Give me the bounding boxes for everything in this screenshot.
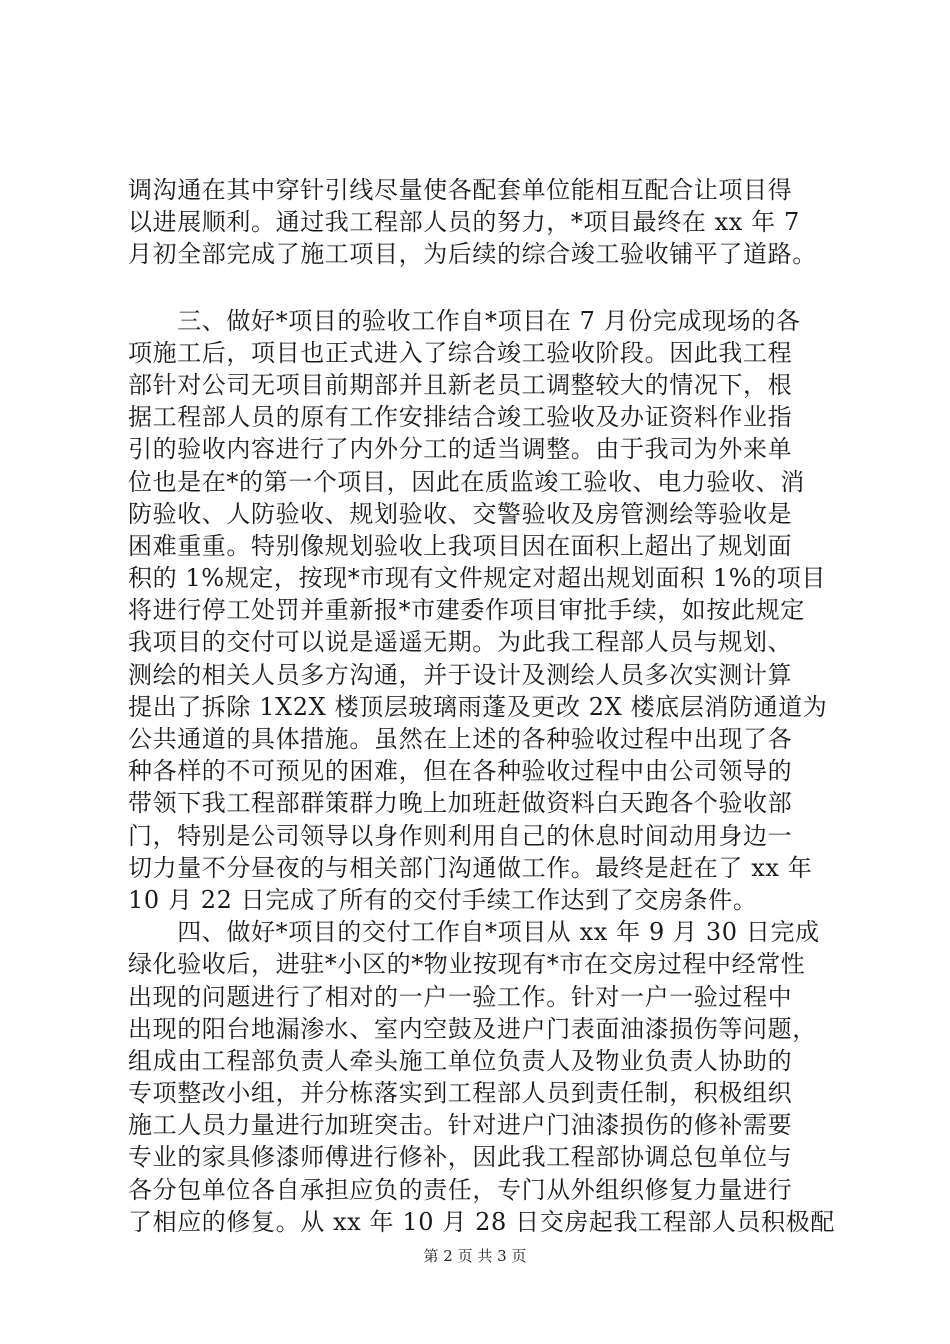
text-line: 了相应的修复。从 xx 年 10 月 28 日交房起我工程部人员积极配 <box>128 1207 835 1236</box>
text-line: 困难重重。特别像规划验收上我项目因在面积上超出了规划面 <box>128 531 793 560</box>
text-line: 以进展顺利。通过我工程部人员的努力，*项目最终在 xx 年 7 <box>128 208 800 237</box>
text-line: 施工人员力量进行加班突击。针对进户门油漆损伤的修补需要 <box>128 1111 793 1140</box>
text-line: 积的 1%规定，按现*市现有文件规定对超出规划面积 1%的项目 <box>128 564 827 593</box>
text-line: 门，特别是公司领导以身作则利用自己的休息时间动用身边一 <box>128 821 793 850</box>
text-line: 带领下我工程部群策群力晚上加班赶做资料白天跑各个验收部 <box>128 789 793 818</box>
text-line: 各分包单位各自承担应负的责任，专门从外组织修复力量进行 <box>128 1175 793 1204</box>
text-line: 组成由工程部负责人牵头施工单位负责人及物业负责人协助的 <box>128 1046 793 1075</box>
text-line: 引的验收内容进行了内外分工的适当调整。由于我司为外来单 <box>128 435 793 464</box>
text-line: 种各样的不可预见的困难，但在各种验收过程中由公司领导的 <box>128 757 793 786</box>
text-line: 将进行停工处罚并重新报*市建委作项目审批手续，如按此规定 <box>128 596 805 625</box>
text-line: 月初全部完成了施工项目，为后续的综合竣工验收铺平了道路。 <box>128 240 817 269</box>
text-line: 提出了拆除 1X2X 楼顶层玻璃雨蓬及更改 2X 楼底层消防通道为 <box>128 692 828 721</box>
text-line: 测绘的相关人员多方沟通，并于设计及测绘人员多次实测计算 <box>128 660 793 689</box>
page-number-footer: 第 2 页 共 3 页 <box>423 1247 527 1265</box>
text-line: 部针对公司无项目前期部并且新老员工调整较大的情况下，根 <box>128 370 793 399</box>
text-line: 调沟通在其中穿针引线尽量使各配套单位能相互配合让项目得 <box>128 176 793 204</box>
text-line: 据工程部人员的原有工作安排结合竣工验收及办证资料作业指 <box>128 403 793 432</box>
text-line: 我项目的交付可以说是遥遥无期。为此我工程部人员与规划、 <box>128 628 793 657</box>
text-line: 专业的家具修漆师傅进行修补，因此我工程部协调总包单位与 <box>128 1143 793 1172</box>
text-line: 10 月 22 日完成了所有的交付手续工作达到了交房条件。 <box>128 885 758 914</box>
document-body <box>128 174 858 1238</box>
text-line: 出现的阳台地漏渗水、室内空鼓及进户门表面油漆损伤等问题， <box>128 1014 817 1043</box>
text-line: 切力量不分昼夜的与相关部门沟通做工作。最终是赶在了 xx 年 <box>128 853 813 882</box>
text-line: 项施工后，项目也正式进入了综合竣工验收阶段。因此我工程 <box>128 338 793 367</box>
text-line: 专项整改小组，并分栋落实到工程部人员到责任制，积极组织 <box>128 1079 793 1108</box>
text-line: 绿化验收后，进驻*小区的*物业按现有*市在交房过程中经常性 <box>128 950 806 979</box>
paragraph-gap <box>128 271 858 305</box>
text-line: 出现的问题进行了相对的一户一验工作。针对一户一验过程中 <box>128 982 793 1011</box>
text-line: 位也是在*的第一个项目，因此在质监竣工验收、电力验收、消 <box>128 467 805 496</box>
text-line: 四、做好*项目的交付工作自*项目从 xx 年 9 月 30 日完成 <box>128 918 820 947</box>
text-line: 公共通道的具体措施。虽然在上述的各种验收过程中出现了各 <box>128 725 793 753</box>
text-line: 三、做好*项目的验收工作自*项目在 7 月份完成现场的各 <box>128 306 801 335</box>
text-line: 防验收、人防验收、规划验收、交警验收及房管测绘等验收是 <box>128 499 793 528</box>
